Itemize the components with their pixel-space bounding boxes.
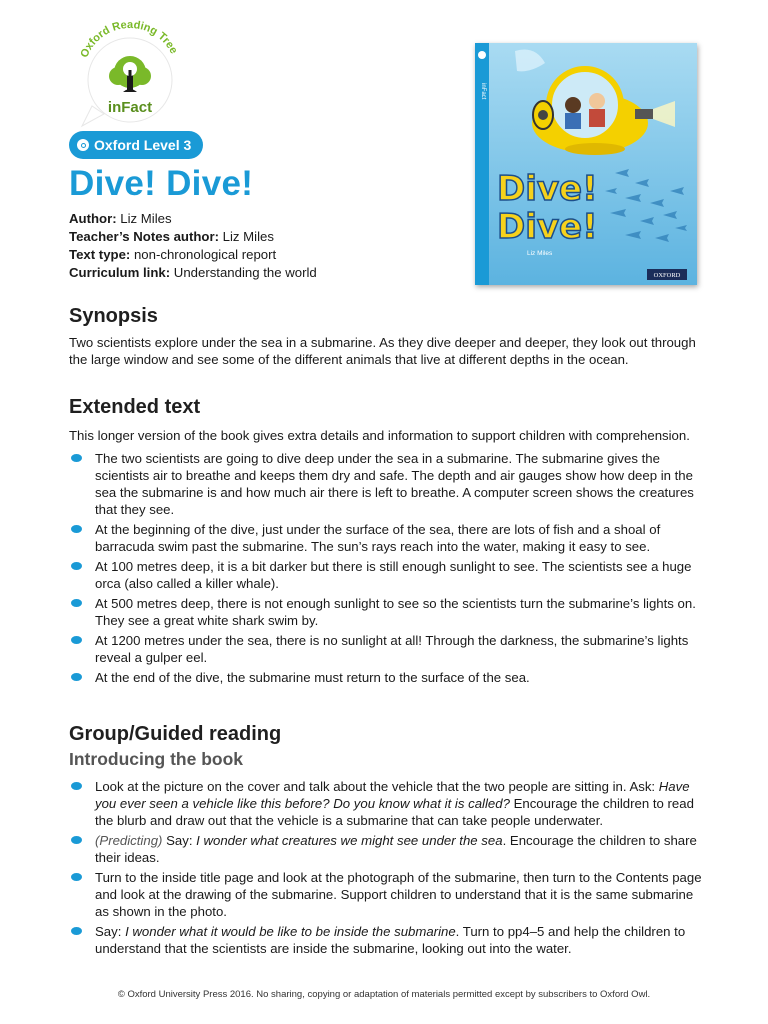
bullet-icon xyxy=(71,673,82,681)
meta-text-type: Text type: non-chronological report xyxy=(69,247,277,262)
bullet-icon xyxy=(71,836,82,844)
meta-curriculum: Curriculum link: Understanding the world xyxy=(69,265,317,280)
cover-title-line1: Dive! xyxy=(497,169,598,209)
list-item: Turn to the inside title page and look at the photograph of the submarine, then turn to the Contents page and look at the drawing of the submarine. Support children to understand that it is the same submarine as shown in the photo. xyxy=(69,869,709,920)
synopsis-text: Two scientists explore under the sea in a submarine. As they dive deeper and deeper, they look out through the large window and see some of the different animals that live at different depths in the ocean. xyxy=(69,335,696,367)
search-level-icon xyxy=(77,139,89,151)
book-cover xyxy=(475,43,697,285)
cover-publisher: OXFORD xyxy=(653,272,681,279)
guided-reading-section xyxy=(69,723,709,960)
synopsis-section xyxy=(69,305,709,368)
level-badge xyxy=(69,131,203,159)
bullet-icon xyxy=(71,782,82,790)
guided-subheading: Introducing the book xyxy=(69,749,244,769)
synopsis-heading: Synopsis xyxy=(69,305,158,327)
list-item: (Predicting) Say: I wonder what creatures we might see under the sea. Encourage the children to share their ideas. xyxy=(69,832,709,866)
extended-list xyxy=(69,450,709,686)
bullet-icon xyxy=(71,525,82,533)
page-title: Dive! Dive! xyxy=(69,164,254,203)
list-item: At 500 metres deep, there is not enough sunlight to see so the scientists turn the submarine’s lights on. They see a great white shark swim by. xyxy=(69,595,709,629)
list-item: At the end of the dive, the submarine must return to the surface of the sea. xyxy=(69,669,709,686)
bullet-icon xyxy=(71,454,82,462)
extended-text-section xyxy=(69,396,709,689)
list-item: Look at the picture on the cover and talk about the vehicle that the two people are sitting in. Ask: Have you ever seen a vehicle like this before? Do you know what it is called? Encourage the children to read the blurb and draw out that the vehicle is a submarine that can take people underwater. xyxy=(69,778,709,829)
level-label: Oxford Level 3 xyxy=(94,137,192,153)
bullet-icon xyxy=(71,562,82,570)
logo-brand: inFact xyxy=(107,99,153,116)
bullet-icon xyxy=(71,873,82,881)
svg-text:inFact: inFact xyxy=(480,83,486,100)
bullet-icon xyxy=(71,636,82,644)
book-meta xyxy=(69,210,317,282)
list-item: At the beginning of the dive, just under the surface of the sea, there are lots of fish and a shoal of barracuda swim past the submarine. The sun’s rays reach into the water, making it easy to see. xyxy=(69,521,709,555)
cover-author: Liz Miles xyxy=(527,250,553,257)
extended-heading: Extended text xyxy=(69,396,201,418)
cover-title-line2: Dive! xyxy=(497,207,598,247)
logo-arc-text: Oxford Reading Tree xyxy=(78,18,180,60)
guided-heading: Group/Guided reading xyxy=(69,723,282,745)
guided-list xyxy=(69,778,709,957)
list-item: At 100 metres deep, it is a bit darker but there is still enough sunlight to see. The scientists see a huge orca (also called a killer whale). xyxy=(69,558,709,592)
list-item: At 1200 metres under the sea, there is no sunlight at all! Through the darkness, the submarine’s lights reveal a gulper eel. xyxy=(69,632,709,666)
oxford-reading-tree-logo xyxy=(70,14,190,132)
cover-spine xyxy=(475,43,489,285)
bullet-icon xyxy=(71,599,82,607)
meta-author: Author: Liz Miles xyxy=(69,211,172,226)
list-item: Say: I wonder what it would be like to be inside the submarine. Turn to pp4–5 and help the children to understand that the scientists are inside the submarine, looking out into the water. xyxy=(69,923,709,957)
list-item: The two scientists are going to dive deep under the sea in a submarine. The submarine gives the scientists air to breathe and keeps them dry and safe. The depth and air gauges show how deep in the sea the submarine is and how much air there is left to breathe. A computer screen shows the creatures that they see. xyxy=(69,450,709,518)
meta-notes-author: Teacher’s Notes author: Liz Miles xyxy=(69,229,274,244)
extended-intro: This longer version of the book gives extra details and information to support children with comprehension. xyxy=(69,428,690,443)
bullet-icon xyxy=(71,927,82,935)
copyright-footer: © Oxford University Press 2016. No sharing, copying or adaptation of materials permitted except by subscribers to Oxford Owl. xyxy=(117,989,651,1000)
